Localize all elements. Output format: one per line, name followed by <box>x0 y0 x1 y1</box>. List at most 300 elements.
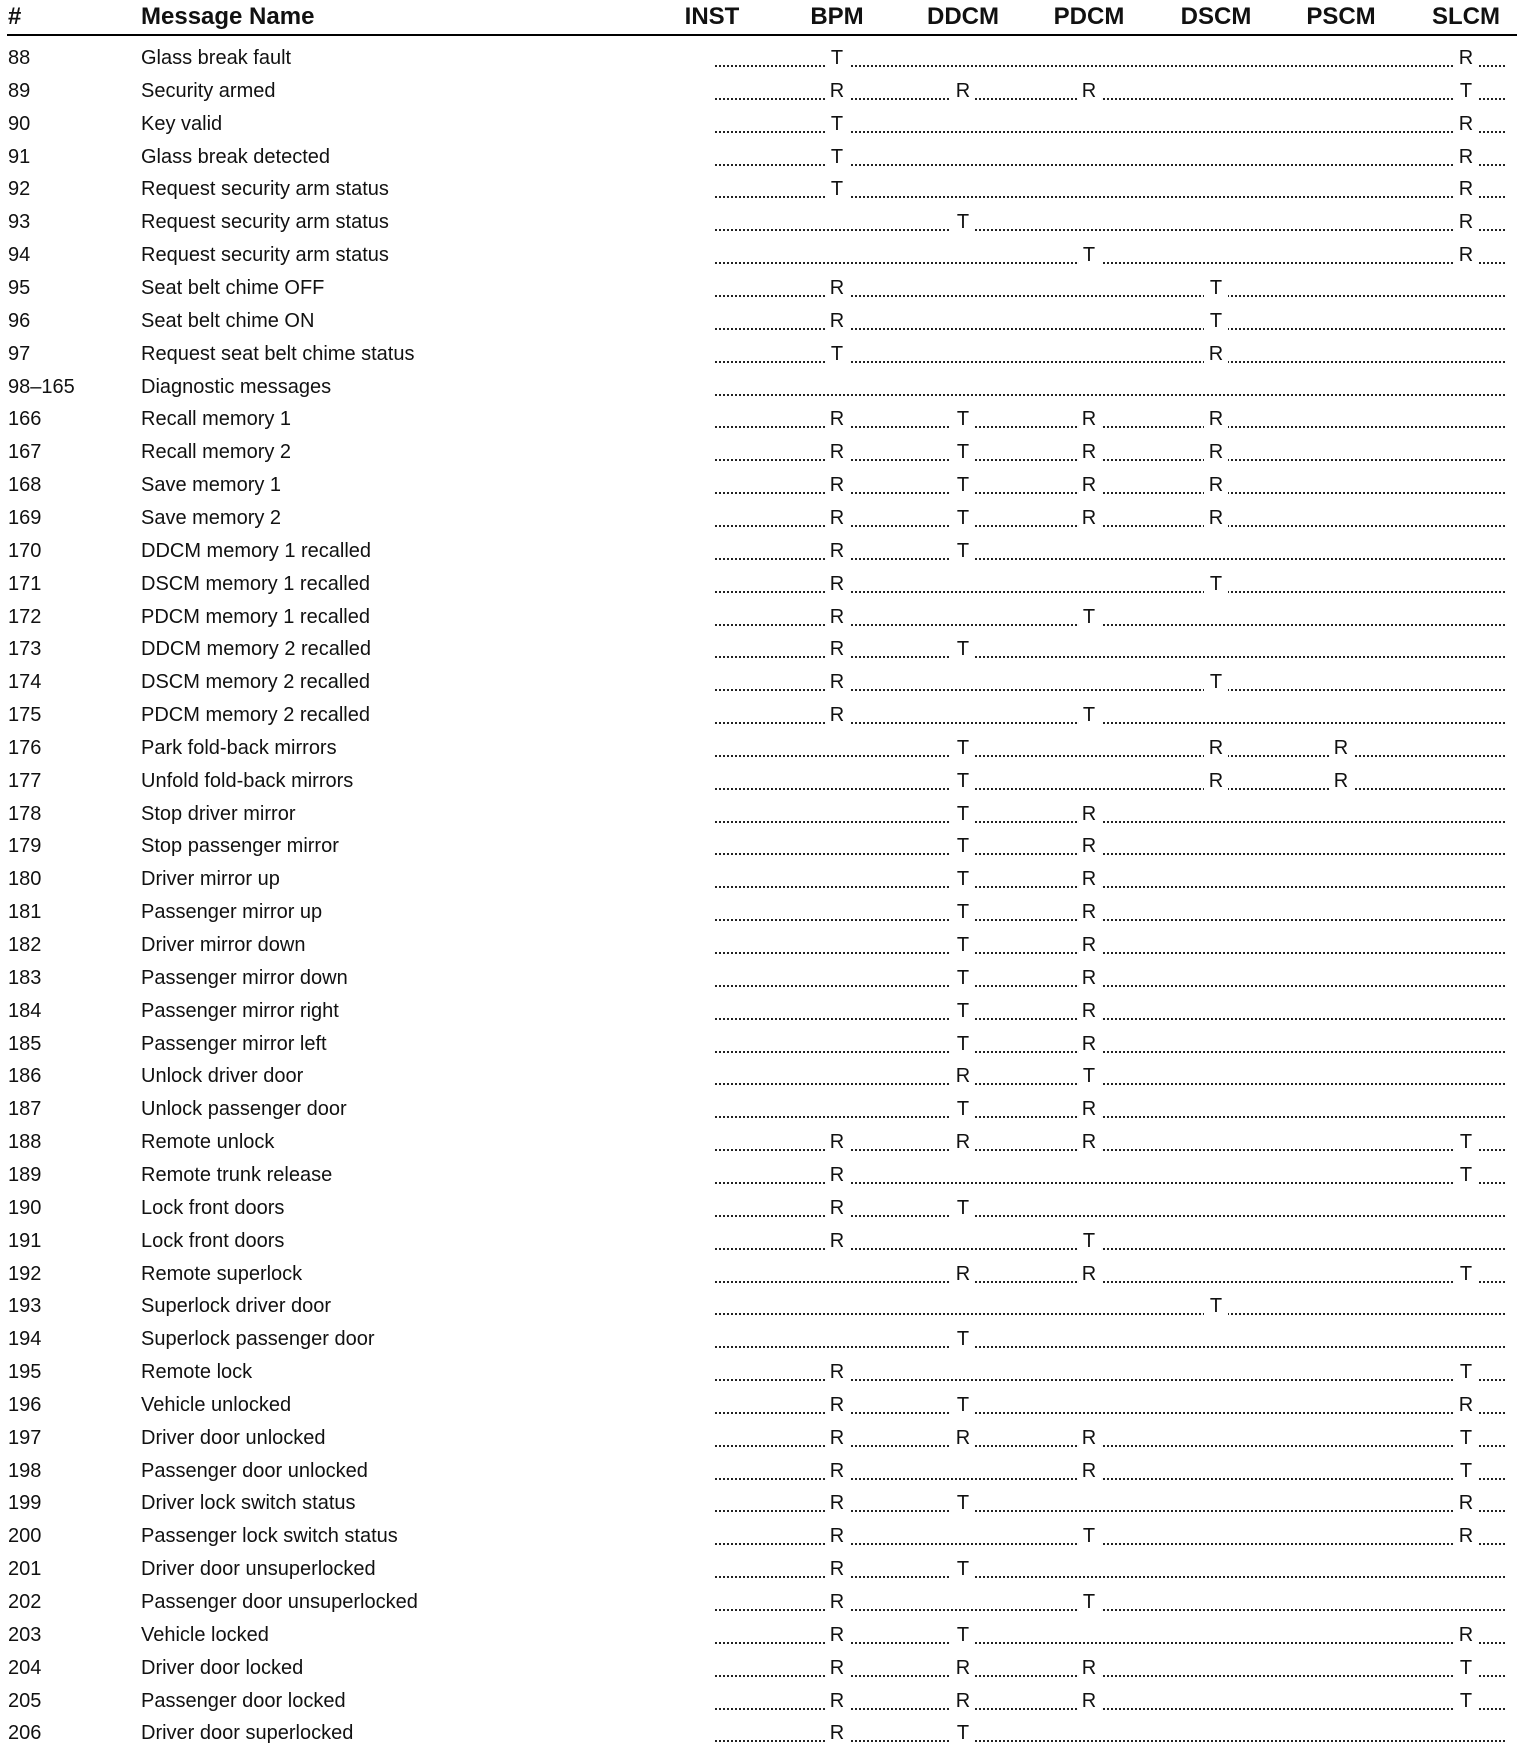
mark-slcm: T <box>1454 1356 1478 1389</box>
mark-bpm: R <box>825 568 849 601</box>
leader-dots <box>715 633 1505 666</box>
mark-slcm: T <box>1454 1159 1478 1192</box>
mark-pdcm: R <box>1077 896 1101 929</box>
leader-dots <box>715 239 1505 272</box>
mark-bpm: R <box>825 502 849 535</box>
mark-pdcm: T <box>1077 1586 1101 1619</box>
message-name: Seat belt chime OFF <box>141 277 325 299</box>
message-number: 187 <box>8 1098 42 1121</box>
leader-dots <box>715 1389 1505 1422</box>
message-name: Remote superlock <box>141 1262 303 1285</box>
message-number: 185 <box>8 1032 42 1055</box>
leader-dots <box>715 666 1505 699</box>
mark-ddcm: T <box>951 830 975 863</box>
table-row <box>0 995 1536 1028</box>
mark-ddcm: T <box>951 1553 975 1586</box>
mark-pdcm: R <box>1077 798 1101 831</box>
leader-dots <box>715 1619 1505 1652</box>
mark-dscm: T <box>1204 272 1228 305</box>
leader-dots <box>715 1225 1505 1258</box>
mark-pdcm: R <box>1077 1685 1101 1718</box>
message-name: Driver door superlocked <box>141 1722 354 1745</box>
message-name: Key valid <box>141 112 223 135</box>
mark-ddcm: T <box>951 206 975 239</box>
mark-slcm: T <box>1454 1126 1478 1159</box>
message-name: Security armed <box>141 79 276 102</box>
message-name: Save memory 2 <box>141 506 282 529</box>
table-row <box>0 338 1536 371</box>
header-slcm: SLCM <box>1432 3 1500 30</box>
message-name: Request security arm status <box>141 211 389 234</box>
message-number: 173 <box>8 638 42 661</box>
mark-bpm: R <box>825 535 849 568</box>
message-name: Stop passenger mirror <box>141 835 339 858</box>
table-row <box>0 962 1536 995</box>
mark-dscm: T <box>1204 305 1228 338</box>
mark-ddcm: T <box>951 436 975 469</box>
table-row <box>0 1586 1536 1619</box>
leader-dots <box>715 1028 1505 1061</box>
table-row <box>0 1159 1536 1192</box>
message-number: 192 <box>8 1262 42 1285</box>
mark-ddcm: R <box>951 1685 975 1718</box>
message-name: Remote unlock <box>141 1131 275 1153</box>
message-number: 201 <box>8 1558 42 1581</box>
dotted-leader <box>715 1018 1505 1020</box>
dotted-leader <box>715 919 1505 921</box>
mark-ddcm: T <box>951 1323 975 1356</box>
table-row <box>0 305 1536 338</box>
mark-ddcm: T <box>951 1028 975 1061</box>
table-row <box>0 75 1536 108</box>
message-number: 175 <box>8 704 42 726</box>
leader-dots <box>715 995 1505 1028</box>
mark-bpm: T <box>825 173 849 206</box>
mark-slcm: T <box>1454 1455 1478 1488</box>
leader-dots <box>715 732 1505 765</box>
message-number: 91 <box>8 145 31 168</box>
mark-ddcm: T <box>951 469 975 502</box>
leader-dots <box>715 1717 1505 1750</box>
message-name: Lock front doors <box>141 1196 285 1219</box>
message-name: Unlock driver door <box>141 1065 304 1088</box>
table-row <box>0 1619 1536 1652</box>
table-row <box>0 206 1536 239</box>
message-number: 90 <box>8 112 31 135</box>
header-bpm: BPM <box>810 3 864 30</box>
mark-bpm: R <box>825 666 849 699</box>
message-number: 178 <box>8 802 42 825</box>
message-number: 197 <box>8 1426 42 1449</box>
message-number: 190 <box>8 1196 42 1219</box>
table-row <box>0 1258 1536 1291</box>
mark-bpm: R <box>825 272 849 305</box>
mark-bpm: R <box>825 601 849 634</box>
dotted-leader <box>715 821 1505 823</box>
message-number: 196 <box>8 1393 42 1416</box>
mark-bpm: R <box>825 1586 849 1619</box>
mark-ddcm: T <box>951 1717 975 1750</box>
table-row <box>0 863 1536 896</box>
message-number: 191 <box>8 1229 42 1252</box>
message-name: Remote lock <box>141 1361 253 1383</box>
mark-bpm: R <box>825 1717 849 1750</box>
leader-dots <box>715 929 1505 962</box>
dotted-leader <box>715 886 1505 888</box>
mark-bpm: T <box>825 141 849 174</box>
mark-bpm: R <box>825 75 849 108</box>
mark-ddcm: T <box>951 535 975 568</box>
dotted-leader <box>715 262 1505 264</box>
leader-dots <box>715 1422 1505 1455</box>
mark-dscm: R <box>1204 469 1228 502</box>
mark-pscm: R <box>1329 765 1353 798</box>
leader-dots <box>715 1258 1505 1291</box>
table-row <box>0 1093 1536 1126</box>
mark-ddcm: T <box>951 1389 975 1422</box>
message-name: Vehicle unlocked <box>141 1393 292 1416</box>
message-number: 169 <box>8 506 42 529</box>
message-name: Passenger lock switch status <box>141 1525 398 1548</box>
leader-dots <box>715 1520 1505 1553</box>
leader-dots <box>715 601 1505 634</box>
leader-dots <box>715 962 1505 995</box>
mark-pdcm: R <box>1077 995 1101 1028</box>
mark-slcm: T <box>1454 1258 1478 1291</box>
mark-bpm: T <box>825 42 849 75</box>
mark-ddcm: R <box>951 1060 975 1093</box>
mark-ddcm: T <box>951 798 975 831</box>
table-row <box>0 469 1536 502</box>
header-pdcm: PDCM <box>1053 3 1125 30</box>
mark-pdcm: R <box>1077 1093 1101 1126</box>
table-row <box>0 1553 1536 1586</box>
leader-dots <box>715 206 1505 239</box>
mark-slcm: R <box>1454 42 1478 75</box>
message-name: Save memory 1 <box>141 474 282 497</box>
message-number: 98–165 <box>8 375 75 398</box>
message-number: 168 <box>8 474 42 497</box>
message-name: Glass break fault <box>141 47 292 69</box>
mark-bpm: R <box>825 1389 849 1422</box>
message-number: 195 <box>8 1361 42 1383</box>
message-name: Driver lock switch status <box>141 1492 356 1515</box>
table-row <box>0 732 1536 765</box>
table-row <box>0 1520 1536 1553</box>
table-row <box>0 1717 1536 1750</box>
table-row <box>0 141 1536 174</box>
mark-slcm: T <box>1454 1422 1478 1455</box>
mark-bpm: R <box>825 1652 849 1685</box>
leader-dots <box>715 699 1505 732</box>
message-number: 174 <box>8 671 42 694</box>
message-name: Recall memory 2 <box>141 441 292 464</box>
mark-bpm: R <box>825 699 849 732</box>
dotted-leader <box>715 1116 1505 1118</box>
mark-slcm: R <box>1454 206 1478 239</box>
leader-dots <box>715 272 1505 305</box>
leader-dots <box>715 1356 1505 1389</box>
mark-pdcm: T <box>1077 699 1101 732</box>
table-row <box>0 601 1536 634</box>
dotted-leader <box>715 853 1505 855</box>
mark-pdcm: R <box>1077 502 1101 535</box>
table-row <box>0 666 1536 699</box>
table-row <box>0 1060 1536 1093</box>
mark-slcm: R <box>1454 141 1478 174</box>
mark-bpm: R <box>825 1553 849 1586</box>
mark-slcm: R <box>1454 1487 1478 1520</box>
dotted-leader <box>715 788 1505 790</box>
message-number: 206 <box>8 1722 42 1745</box>
mark-ddcm: T <box>951 896 975 929</box>
leader-dots <box>715 1093 1505 1126</box>
dotted-leader <box>715 952 1505 954</box>
mark-bpm: R <box>825 1192 849 1225</box>
mark-slcm: R <box>1454 173 1478 206</box>
header-num: # <box>8 3 22 30</box>
message-name: PDCM memory 2 recalled <box>141 704 370 726</box>
leader-dots <box>715 371 1505 404</box>
message-number: 177 <box>8 769 42 792</box>
leader-dots <box>715 173 1505 206</box>
message-name: Request seat belt chime status <box>141 342 415 365</box>
message-name: DDCM memory 2 recalled <box>141 638 372 661</box>
mark-pdcm: R <box>1077 929 1101 962</box>
message-number: 194 <box>8 1328 42 1351</box>
message-name: Superlock driver door <box>141 1295 332 1318</box>
message-number: 198 <box>8 1459 42 1482</box>
message-name: Request security arm status <box>141 244 389 267</box>
mark-bpm: R <box>825 1520 849 1553</box>
table-row <box>0 699 1536 732</box>
message-number: 200 <box>8 1525 42 1548</box>
table-row <box>0 830 1536 863</box>
mark-dscm: R <box>1204 436 1228 469</box>
mark-pdcm: R <box>1077 436 1101 469</box>
message-name: Superlock passenger door <box>141 1328 375 1351</box>
mark-pdcm: R <box>1077 1028 1101 1061</box>
message-name: Seat belt chime ON <box>141 309 315 332</box>
leader-dots <box>715 1126 1505 1159</box>
table-row <box>0 502 1536 535</box>
mark-pdcm: R <box>1077 830 1101 863</box>
message-number: 202 <box>8 1591 42 1613</box>
mark-bpm: R <box>825 1159 849 1192</box>
leader-dots <box>715 1290 1505 1323</box>
table-row <box>0 272 1536 305</box>
mark-bpm: R <box>825 633 849 666</box>
leader-dots <box>715 436 1505 469</box>
mark-ddcm: T <box>951 995 975 1028</box>
message-name: Driver door locked <box>141 1656 304 1679</box>
message-number: 166 <box>8 408 42 431</box>
mark-ddcm: T <box>951 633 975 666</box>
table-row <box>0 1290 1536 1323</box>
mark-slcm: T <box>1454 1685 1478 1718</box>
leader-dots <box>715 108 1505 141</box>
mark-bpm: R <box>825 1685 849 1718</box>
header-rule <box>7 34 1517 36</box>
message-number: 95 <box>8 277 31 299</box>
table-row <box>0 1652 1536 1685</box>
mark-pdcm: R <box>1077 1455 1101 1488</box>
message-number: 94 <box>8 244 31 267</box>
mark-bpm: R <box>825 1619 849 1652</box>
message-name: Driver door unlocked <box>141 1426 326 1449</box>
mark-bpm: T <box>825 338 849 371</box>
leader-dots <box>715 798 1505 831</box>
leader-dots <box>715 830 1505 863</box>
table-row <box>0 371 1536 404</box>
mark-pdcm: T <box>1077 601 1101 634</box>
dotted-leader <box>715 1051 1505 1053</box>
mark-pdcm: R <box>1077 403 1101 436</box>
mark-dscm: T <box>1204 666 1228 699</box>
leader-dots <box>715 42 1505 75</box>
message-name: PDCM memory 1 recalled <box>141 605 370 628</box>
table-row <box>0 896 1536 929</box>
dotted-leader <box>715 1346 1505 1348</box>
message-name: Passenger mirror down <box>141 966 348 989</box>
mark-slcm: R <box>1454 1520 1478 1553</box>
message-number: 186 <box>8 1065 42 1088</box>
mark-pdcm: R <box>1077 469 1101 502</box>
header-dscm: DSCM <box>1180 3 1252 30</box>
message-number: 205 <box>8 1689 42 1712</box>
message-number: 93 <box>8 211 31 234</box>
mark-pdcm: T <box>1077 1060 1101 1093</box>
message-name: DDCM memory 1 recalled <box>141 539 372 562</box>
table-row <box>0 798 1536 831</box>
message-name: Passenger mirror up <box>141 901 323 924</box>
mark-bpm: R <box>825 1356 849 1389</box>
table-row <box>0 1455 1536 1488</box>
dotted-leader <box>715 1313 1505 1315</box>
message-number: 188 <box>8 1131 42 1153</box>
table-row <box>0 436 1536 469</box>
table-row <box>0 173 1536 206</box>
mark-pdcm: T <box>1077 1520 1101 1553</box>
message-number: 183 <box>8 966 42 989</box>
mark-dscm: R <box>1204 338 1228 371</box>
header-ddcm: DDCM <box>927 3 999 30</box>
leader-dots <box>715 1685 1505 1718</box>
leader-dots <box>715 1060 1505 1093</box>
mark-pdcm: R <box>1077 1126 1101 1159</box>
message-number: 167 <box>8 441 42 464</box>
mark-slcm: T <box>1454 1652 1478 1685</box>
table-row <box>0 1422 1536 1455</box>
mark-ddcm: T <box>951 1093 975 1126</box>
table-row <box>0 765 1536 798</box>
dotted-leader <box>715 1281 1505 1283</box>
mark-dscm: R <box>1204 502 1228 535</box>
message-name: Passenger door unlocked <box>141 1459 368 1482</box>
message-name: Passenger mirror left <box>141 1032 327 1055</box>
mark-pdcm: T <box>1077 239 1101 272</box>
message-number: 199 <box>8 1492 42 1515</box>
message-name: DSCM memory 2 recalled <box>141 671 370 694</box>
mark-bpm: R <box>825 403 849 436</box>
table-row <box>0 108 1536 141</box>
mark-dscm: R <box>1204 732 1228 765</box>
mark-ddcm: T <box>951 962 975 995</box>
leader-dots <box>715 75 1505 108</box>
message-number: 96 <box>8 309 31 332</box>
message-number: 88 <box>8 47 31 69</box>
mark-ddcm: R <box>951 1652 975 1685</box>
message-name: Passenger door unsuperlocked <box>141 1591 418 1613</box>
mark-bpm: R <box>825 1422 849 1455</box>
message-name: Driver mirror up <box>141 868 280 891</box>
leader-dots <box>715 765 1505 798</box>
mark-ddcm: T <box>951 863 975 896</box>
mark-bpm: R <box>825 1126 849 1159</box>
message-number: 181 <box>8 901 42 924</box>
dotted-leader <box>715 1083 1505 1085</box>
table-row <box>0 535 1536 568</box>
mark-dscm: R <box>1204 403 1228 436</box>
mark-bpm: R <box>825 436 849 469</box>
mark-pdcm: R <box>1077 1258 1101 1291</box>
header-pscm: PSCM <box>1306 3 1376 30</box>
message-name: DSCM memory 1 recalled <box>141 572 370 595</box>
leader-dots <box>715 305 1505 338</box>
leader-dots <box>715 1323 1505 1356</box>
dotted-leader <box>715 229 1505 231</box>
table-row <box>0 568 1536 601</box>
message-name: Passenger door locked <box>141 1689 346 1712</box>
leader-dots <box>715 1553 1505 1586</box>
leader-dots <box>715 1192 1505 1225</box>
table-row <box>0 1028 1536 1061</box>
mark-pdcm: R <box>1077 75 1101 108</box>
message-name: Park fold-back mirrors <box>141 736 337 759</box>
dotted-leader <box>715 985 1505 987</box>
message-number: 97 <box>8 342 31 365</box>
message-name: Driver door unsuperlocked <box>141 1558 376 1581</box>
leader-dots <box>715 535 1505 568</box>
message-name: Lock front doors <box>141 1229 285 1252</box>
mark-ddcm: T <box>951 1192 975 1225</box>
mark-bpm: R <box>825 1225 849 1258</box>
message-number: 170 <box>8 539 42 562</box>
mark-pdcm: R <box>1077 1652 1101 1685</box>
table-row <box>0 42 1536 75</box>
message-number: 204 <box>8 1656 42 1679</box>
message-name: Unfold fold-back mirrors <box>141 769 354 792</box>
message-name: Diagnostic messages <box>141 375 332 398</box>
dotted-leader <box>715 394 1505 396</box>
table-row <box>0 1389 1536 1422</box>
leader-dots <box>715 338 1505 371</box>
mark-pdcm: T <box>1077 1225 1101 1258</box>
mark-ddcm: T <box>951 765 975 798</box>
mark-pdcm: R <box>1077 1422 1101 1455</box>
message-number: 180 <box>8 868 42 891</box>
message-number: 92 <box>8 178 31 201</box>
message-number: 189 <box>8 1163 42 1186</box>
mark-pscm: R <box>1329 732 1353 765</box>
message-name: Passenger mirror right <box>141 999 339 1022</box>
mark-dscm: R <box>1204 765 1228 798</box>
mark-ddcm: T <box>951 403 975 436</box>
message-name: Remote trunk release <box>141 1163 333 1186</box>
message-number: 184 <box>8 999 42 1022</box>
leader-dots <box>715 896 1505 929</box>
leader-dots <box>715 568 1505 601</box>
